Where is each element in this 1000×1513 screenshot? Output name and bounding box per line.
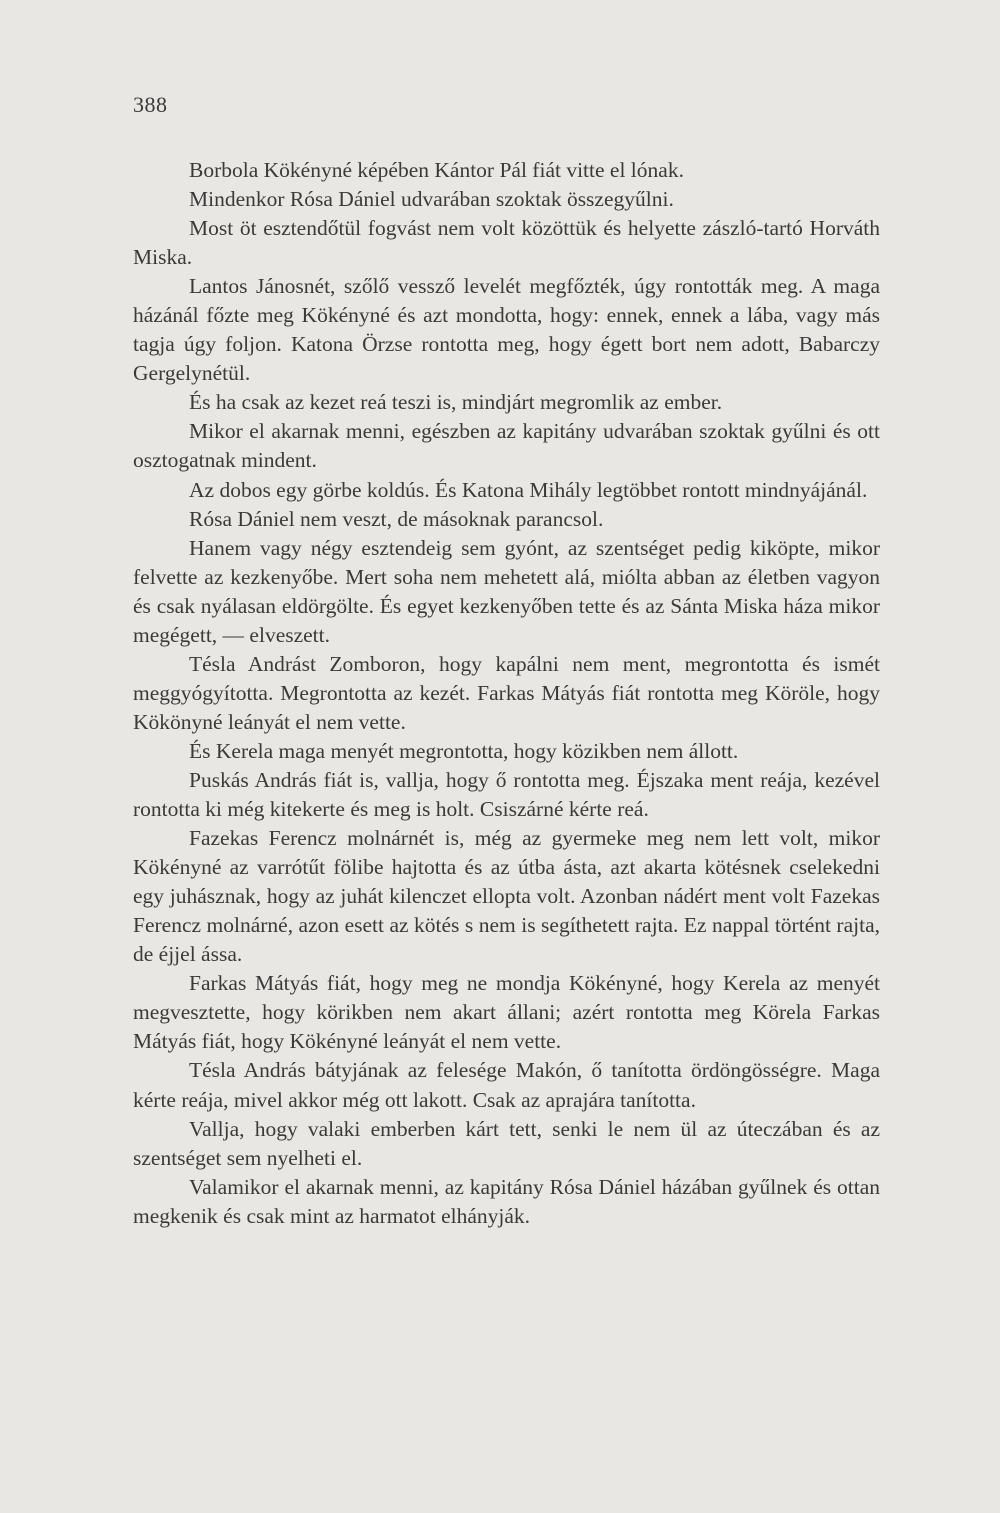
paragraph: Fazekas Ferencz molnárnét is, még az gyermeke meg nem lett volt, mikor Kökényné az varrótűt fölibe hajtotta és az útba ásta, azt akarta kötésnek cselekedni egy juhásznak, hogy az juhát kilenczet ellopta volt. Azonban nádért ment volt Fazekas Ferencz molnárné, azon esett az kötés s nem is segíthetett rajta. Ez nappal történt rajta, de éjjel ássa. [133, 826, 880, 967]
page-number: 388 [133, 92, 168, 117]
paragraph: Borbola Kökényné képében Kántor Pál fiát vitte el lónak. [189, 158, 684, 182]
paragraph: Tésla Andrást Zomboron, hogy kapálni nem ment, megrontotta és ismét meggyógyította. Megrontotta az kezét. Farkas Mátyás fiát rontotta meg Köröle, hogy Kökönyné leányát el nem vette. [133, 651, 880, 734]
paragraph: Mikor el akarnak menni, egészben az kapitány udvarában szoktak gyűlni és ott osztogatnak mindent. [133, 419, 880, 473]
body-text [133, 156, 880, 1231]
paragraph: Tésla András bátyjának az felesége Makón, ő tanította ördöngösségre. Maga kérte reája, mivel akkor még ott lakott. Csak az aprajára tanította. [133, 1058, 880, 1112]
paragraph: Valamikor el akarnak menni, az kapitány Rósa Dániel házában gyűlnek és ottan megkenik és csak mint az harmatot elhányják. [133, 1174, 880, 1228]
paragraph: Puskás András fiát is, vallja, hogy ő rontotta meg. Éjszaka ment reája, kezével rontotta ki még kitekerte és meg is holt. Csiszárné kérte reá. [133, 767, 880, 822]
paragraph: Mindenkor Rósa Dániel udvarában szoktak összegyűlni. [189, 187, 674, 212]
paragraph: Lantos Jánosnét, szőlő vessző levelét megfőzték, úgy rontották meg. A maga házánál főzte meg Kökényné és azt mondotta, hogy: ennek, ennek a lába, vagy más tagja úgy foljon. Katona Örzse rontotta meg, hogy égett bort nem adott, Babarczy Gergelynétül. [133, 274, 880, 386]
paragraph: Vallja, hogy valaki emberben kárt tett, senki le nem ül az úteczában és az szentséget sem nyelheti el. [133, 1116, 880, 1170]
paragraph: Farkas Mátyás fiát, hogy meg ne mondja Kökényné, hogy Kerela az menyét megvesztette, hogy körikben nem akart állani; azért rontotta meg Körela Farkas Mátyás fiát, hogy Kökényné leányát el nem vette. [133, 971, 880, 1054]
paragraph: És Kerela maga menyét megrontotta, hogy közikben nem állott. [189, 738, 739, 763]
paragraph: És ha csak az kezet reá teszi is, mindjárt megromlik az ember. [189, 390, 723, 415]
paragraph: Rósa Dániel nem veszt, de másoknak parancsol. [189, 506, 604, 531]
paragraph: Az dobos egy görbe koldús. És Katona Mihály legtöbbet rontott mindnyájánál. [189, 477, 868, 502]
paragraph: Hanem vagy négy esztendeig sem gyónt, az szentséget pedig kiköpte, mikor felvette az kezkenyőbe. Mert soha nem mehetett alá, miólta abban az életben vagyon és csak nyálasan eldörgölte. És egyet kezkenyőben tette és az Sánta Miska háza mikor megégett, — elveszett. [133, 535, 880, 647]
paragraph: Most öt esztendőtül fogvást nem volt közöttük és helyette zászló-tartó Horváth Miska. [133, 216, 880, 270]
